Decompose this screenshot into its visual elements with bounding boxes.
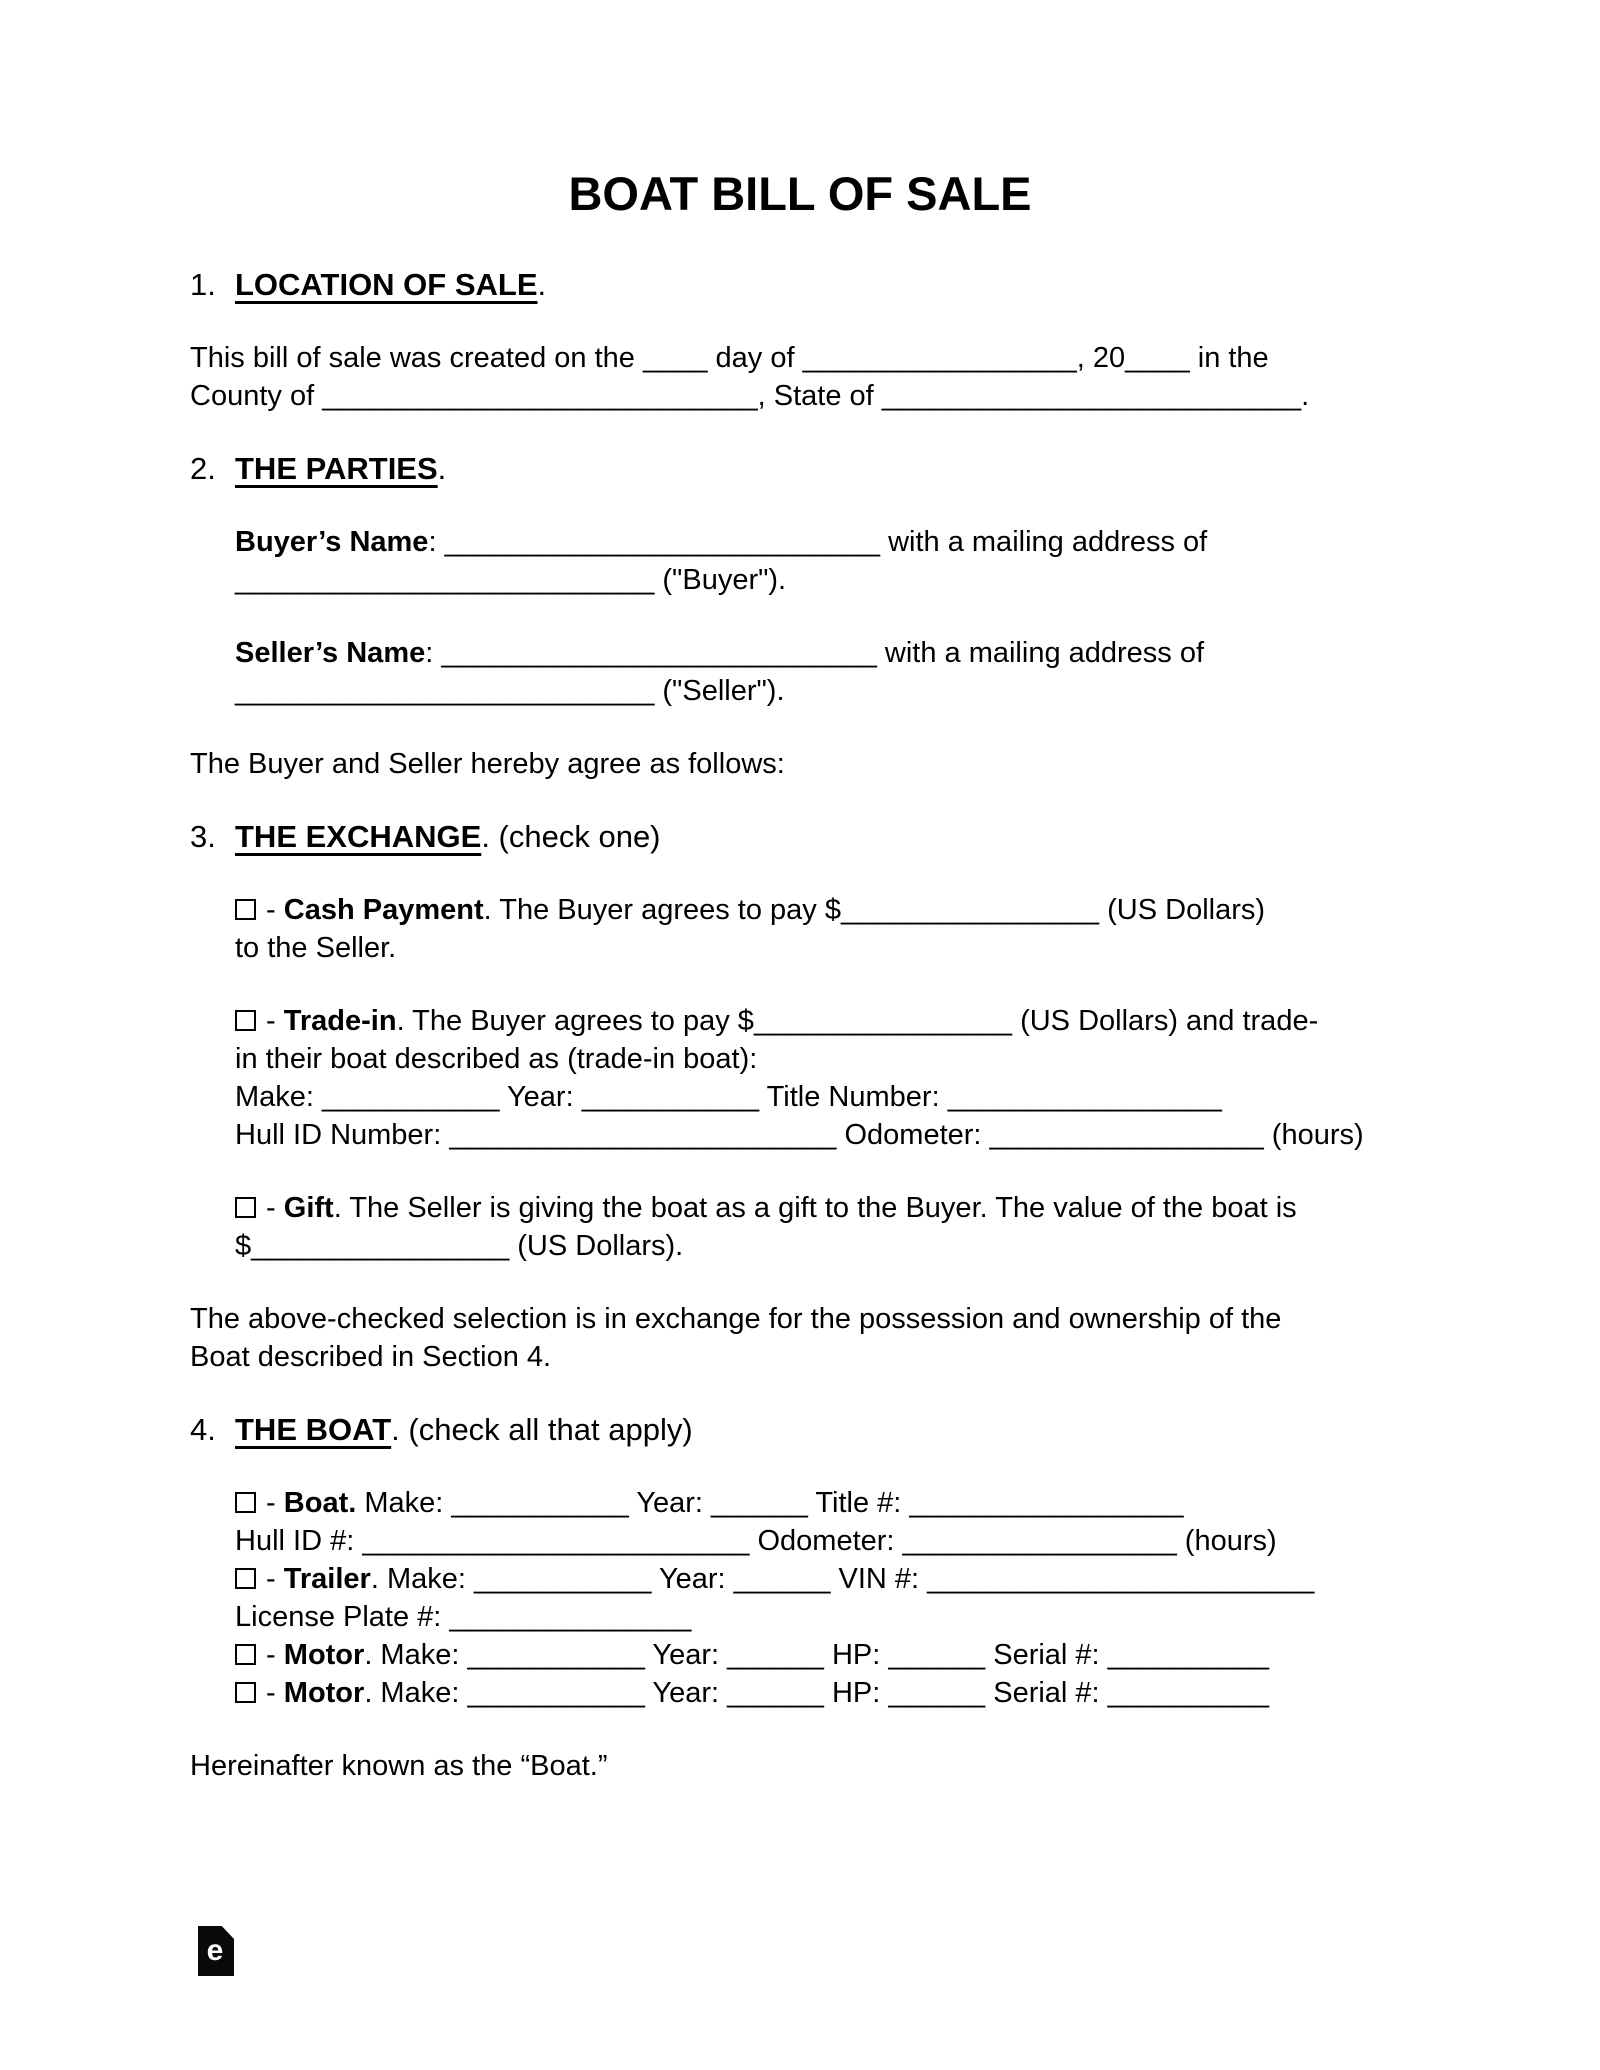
text-segment: - [258, 1677, 284, 1709]
text-segment: . Make: [364, 1677, 468, 1709]
text-segment: Buyer’s Name [235, 526, 429, 558]
text-segment: (hours) [1176, 1525, 1277, 1557]
text-segment: (US Dollars) and trade- [1012, 1005, 1319, 1037]
text-segment: Year: [651, 1563, 734, 1595]
eforms-logo [198, 1926, 234, 1976]
text-segment: . The Buyer agrees to pay $ [483, 894, 841, 926]
text-segment: VIN #: [830, 1563, 928, 1595]
text-line [190, 1300, 1420, 1338]
text-segment: . The Seller is giving the boat as a gift to the Buyer. The value of the boat is [333, 1192, 1297, 1224]
text-segment: THE EXCHANGE [235, 819, 482, 854]
text-line [235, 672, 1420, 710]
buyer-name-paragraph [190, 523, 1420, 599]
text-segment: Trade-in [283, 1005, 397, 1037]
text-segment: (check one) [498, 819, 661, 854]
trade-in-checkbox[interactable] [235, 1010, 256, 1031]
blank-trailer-license-plate[interactable]: _______________ [449, 1601, 692, 1633]
blank-tradein-odometer[interactable]: _________________ [989, 1119, 1264, 1151]
seller-name-paragraph [190, 634, 1420, 710]
text-line [190, 745, 1420, 783]
text-segment: Cash Payment [283, 894, 484, 926]
text-segment: ("Seller"). [654, 675, 785, 707]
blank-motor1-hp[interactable]: ______ [888, 1639, 986, 1671]
text-segment: THE PARTIES [235, 451, 438, 486]
blank-month[interactable]: _________________ [802, 342, 1077, 374]
blank-boat-odometer[interactable]: _________________ [902, 1525, 1177, 1557]
section-4-heading [190, 1411, 1420, 1449]
text-segment: Serial #: [985, 1639, 1108, 1671]
text-segment: HP: [823, 1639, 889, 1671]
text-segment: Odometer: [836, 1119, 990, 1151]
blank-tradein-title-number[interactable]: _________________ [947, 1081, 1222, 1113]
text-segment: Trailer [283, 1563, 371, 1595]
blank-seller-address[interactable]: __________________________ [235, 675, 655, 707]
location-paragraph [190, 339, 1420, 415]
text-segment: This bill of sale was created on the [190, 342, 643, 374]
blank-motor1-make[interactable]: ___________ [467, 1639, 645, 1671]
text-segment: Year: [644, 1677, 728, 1709]
trailer-checkbox[interactable] [235, 1568, 256, 1589]
text-segment: HP: [823, 1677, 889, 1709]
blank-motor2-hp[interactable]: ______ [888, 1677, 986, 1709]
text-line [235, 634, 1420, 672]
text-line [235, 1078, 1420, 1116]
text-segment: - [258, 1192, 284, 1224]
text-line [190, 266, 1420, 304]
text-segment: - [258, 1005, 284, 1037]
text-line [235, 1484, 1420, 1522]
blank-day[interactable]: ____ [642, 342, 708, 374]
blank-tradein-year[interactable]: ___________ [581, 1081, 760, 1113]
text-segment: Motor [283, 1677, 365, 1709]
text-segment: Serial #: [985, 1677, 1108, 1709]
blank-tradein-hull-id[interactable]: ________________________ [449, 1119, 837, 1151]
agreement-paragraph [190, 745, 1420, 783]
text-segment: Hereinafter known as the “Boat.” [190, 1750, 608, 1782]
section-3-heading [190, 818, 1420, 856]
blank-motor2-make[interactable]: ___________ [467, 1677, 645, 1709]
blank-motor1-year[interactable]: ______ [727, 1639, 824, 1671]
text-segment: in their boat described as (trade-in boat): [235, 1043, 758, 1075]
logo-letter: e [206, 1934, 224, 1967]
text-line [190, 1747, 1420, 1785]
text-line [235, 523, 1420, 561]
text-segment: . [537, 267, 547, 302]
text-line [190, 339, 1420, 377]
text-segment: The Buyer and Seller hereby agree as follows: [190, 748, 785, 780]
motor-1-checkbox[interactable] [235, 1644, 256, 1665]
blank-trailer-year[interactable]: ______ [733, 1563, 831, 1595]
hereinafter-paragraph [190, 1747, 1420, 1785]
blank-trailer-vin[interactable]: ________________________ [927, 1563, 1315, 1595]
text-segment: . The Buyer agrees to pay $ [396, 1005, 754, 1037]
text-segment: in the [1189, 342, 1269, 374]
text-segment: $ [235, 1230, 252, 1262]
text-line [190, 1411, 1420, 1449]
blank-year[interactable]: ____ [1125, 342, 1190, 374]
cash-payment-option [190, 891, 1420, 967]
text-segment: Year: [499, 1081, 582, 1113]
blank-state[interactable]: __________________________ [881, 380, 1302, 412]
blank-gift-value[interactable]: ________________ [251, 1230, 510, 1262]
text-line [235, 1227, 1420, 1265]
text-segment: Boat. [283, 1487, 357, 1519]
text-segment: . [1301, 380, 1310, 412]
text-line [235, 929, 1420, 967]
gift-checkbox[interactable] [235, 1197, 256, 1218]
text-segment: . Make: [364, 1639, 468, 1671]
blank-buyer-name[interactable]: ___________________________ [444, 526, 881, 558]
blank-boat-make[interactable]: ___________ [451, 1487, 629, 1519]
blank-buyer-address[interactable]: __________________________ [235, 564, 655, 596]
text-segment: THE BOAT [235, 1412, 392, 1447]
text-line [235, 1636, 1420, 1674]
text-line [235, 1560, 1420, 1598]
exchange-summary-paragraph [190, 1300, 1420, 1376]
blank-motor2-year[interactable]: ______ [727, 1677, 824, 1709]
section-1-heading [190, 266, 1420, 304]
blank-cash-amount[interactable]: ________________ [841, 894, 1100, 926]
text-segment: . [391, 1412, 409, 1447]
text-line [235, 1674, 1420, 1712]
blank-boat-hull-id[interactable]: ________________________ [362, 1525, 750, 1557]
text-segment: License Plate #: [235, 1601, 450, 1633]
text-segment: Gift [283, 1192, 334, 1224]
text-segment: LOCATION OF SALE [235, 267, 538, 302]
text-segment: Make: [356, 1487, 452, 1519]
text-segment: Make: [235, 1081, 323, 1113]
text-segment: , 20 [1076, 342, 1126, 374]
trade-in-option [190, 1002, 1420, 1154]
text-segment: (check all that apply) [408, 1412, 693, 1447]
text-segment: , State of [757, 380, 882, 412]
blank-county[interactable]: ___________________________ [322, 380, 758, 412]
text-line [235, 891, 1420, 929]
text-segment: Motor [283, 1639, 365, 1671]
text-segment: Year: [628, 1487, 712, 1519]
text-segment: Title Number: [759, 1081, 948, 1113]
text-line [235, 1040, 1420, 1078]
text-segment: (US Dollars) [1099, 894, 1266, 926]
boat-description-block [190, 1484, 1420, 1712]
text-segment: day of [707, 342, 803, 374]
text-line [235, 1002, 1420, 1040]
text-line [235, 561, 1420, 599]
document-body [190, 266, 1420, 1820]
blank-trailer-make[interactable]: ___________ [474, 1563, 652, 1595]
text-segment: Title #: [807, 1487, 910, 1519]
text-segment: (hours) [1263, 1119, 1364, 1151]
text-segment: Seller’s Name [235, 637, 426, 669]
motor-2-checkbox[interactable] [235, 1682, 256, 1703]
text-segment: The above-checked selection is in exchange for the possession and ownership of the [190, 1303, 1282, 1335]
text-segment: . [437, 451, 447, 486]
text-line [235, 1522, 1420, 1560]
text-segment: to the Seller. [235, 932, 397, 964]
text-segment: . Make: [370, 1563, 474, 1595]
text-segment: : [428, 526, 445, 558]
blank-motor1-serial[interactable]: __________ [1107, 1639, 1269, 1671]
text-line [235, 1116, 1420, 1154]
text-segment: - [258, 1563, 284, 1595]
blank-tradein-make[interactable]: ___________ [322, 1081, 500, 1113]
blank-tradein-amount[interactable]: ________________ [753, 1005, 1013, 1037]
blank-boat-title-number[interactable]: _________________ [909, 1487, 1184, 1519]
cash-payment-checkbox[interactable] [235, 899, 256, 920]
text-line [235, 1189, 1420, 1227]
text-segment: : [425, 637, 442, 669]
section-number: 3. [190, 819, 216, 854]
text-segment: Boat described in Section 4. [190, 1341, 552, 1373]
text-segment: Odometer: [749, 1525, 903, 1557]
section-number: 1. [190, 267, 216, 302]
text-segment: County of [190, 380, 323, 412]
section-number: 2. [190, 451, 216, 486]
text-segment: Hull ID #: [235, 1525, 363, 1557]
blank-seller-name[interactable]: ___________________________ [441, 637, 877, 669]
text-line [190, 818, 1420, 856]
blank-motor2-serial[interactable]: __________ [1107, 1677, 1269, 1709]
section-number: 4. [190, 1412, 216, 1447]
boat-checkbox[interactable] [235, 1492, 256, 1513]
text-segment: with a mailing address of [880, 526, 1208, 558]
section-2-heading [190, 450, 1420, 488]
text-line [190, 1338, 1420, 1376]
text-line [190, 377, 1420, 415]
text-segment: ("Buyer"). [654, 564, 787, 596]
text-segment: . [481, 819, 499, 854]
text-segment: Year: [644, 1639, 728, 1671]
text-segment: (US Dollars). [509, 1230, 684, 1262]
text-segment: - [258, 1639, 284, 1671]
document-title: BOAT BILL OF SALE [568, 167, 1032, 220]
blank-boat-year[interactable]: ______ [711, 1487, 808, 1519]
text-line [190, 450, 1420, 488]
gift-option [190, 1189, 1420, 1265]
text-line [235, 1598, 1420, 1636]
text-segment: - [258, 894, 284, 926]
text-segment: Hull ID Number: [235, 1119, 450, 1151]
text-segment: with a mailing address of [876, 637, 1205, 669]
text-segment: - [258, 1487, 284, 1519]
